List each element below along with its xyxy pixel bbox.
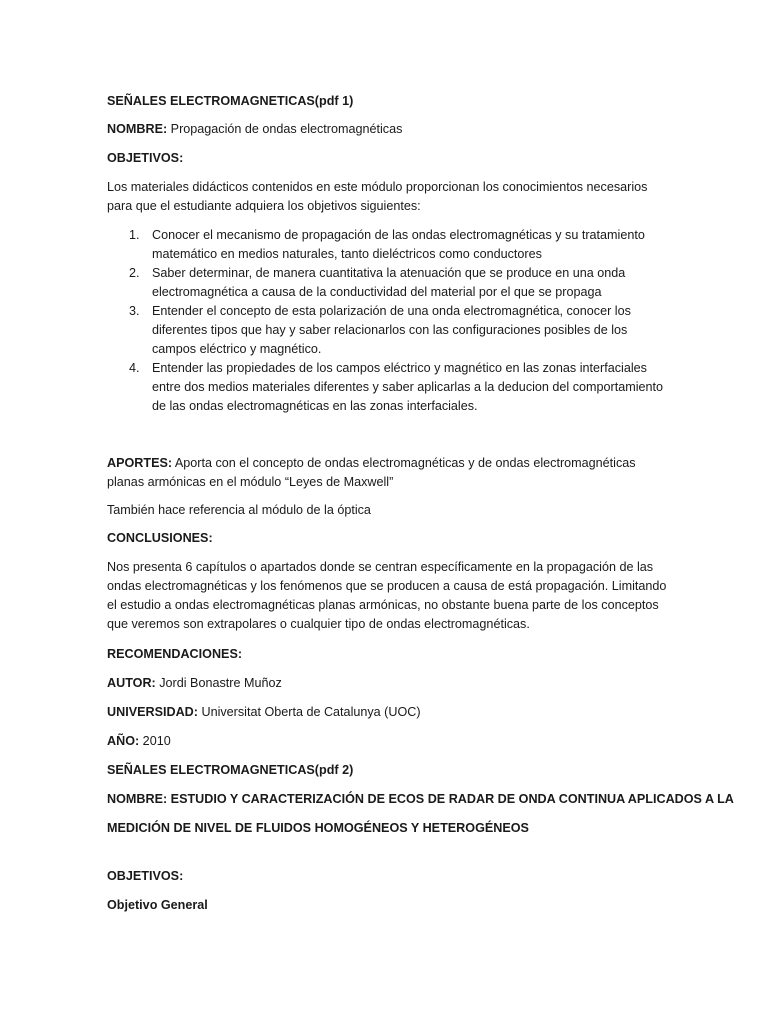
- list-item-text: Conocer el mecanismo de propagación de las ondas electromagnéticas y su tratamiento matemático en medios naturales, tanto dieléctricos como conductores: [152, 228, 645, 261]
- list-item-number: 2.: [129, 266, 140, 280]
- pdf1-autor-label: AUTOR:: [107, 676, 156, 690]
- pdf1-anio-label: AÑO:: [107, 734, 140, 748]
- pdf1-autor-value: Jordi Bonastre Muñoz: [155, 676, 282, 690]
- pdf2-objetivos-label: OBJETIVOS:: [107, 869, 184, 883]
- pdf1-objetivos-label: OBJETIVOS:: [107, 151, 184, 165]
- pdf1-universidad: [107, 703, 667, 722]
- list-item-number: 4.: [129, 361, 140, 375]
- list-item-text: Entender las propiedades de los campos eléctrico y magnético en las zonas interfaciales entre dos medios materiales diferentes y saber aplicarlas a la deducion del comportamiento de las ondas electromagnéticas en las zonas interfaciales.: [152, 361, 664, 413]
- list-item: [107, 264, 667, 302]
- list-item-number: 3.: [129, 304, 140, 318]
- pdf1-conclusiones-text: Nos presenta 6 capítulos o apartados donde se centran específicamente en la propagación de las ondas electromagnéticas y los fenómenos que se producen a causa de está propagación. Limitando el estudio a ondas electromagnéticas planas armónicas, no obstante buena parte de los conceptos que veremos son extrapolares o cualquier tipo de ondas electromagnéticas.: [107, 560, 667, 631]
- pdf1-universidad-value: Universitat Oberta de Catalunya (UOC): [197, 705, 421, 719]
- pdf2-nombre-line2: MEDICIÓN DE NIVEL DE FLUIDOS HOMOGÉNEOS Y HETEROGÉNEOS: [107, 821, 529, 835]
- pdf1-aportes: [107, 454, 667, 492]
- pdf1-conclusiones-label: CONCLUSIONES:: [107, 531, 213, 545]
- pdf1-autor: [107, 674, 667, 693]
- pdf1-intro: Los materiales didácticos contenidos en este módulo proporcionan los conocimientos necesarios para que el estudiante adquiera los objetivos siguientes:: [107, 180, 648, 213]
- list-item-text: Entender el concepto de esta polarización de una onda electromagnética, conocer los diferentes tipos que hay y saber relacionarlos con las configuraciones posibles de los campos eléctrico y magnético.: [152, 304, 631, 356]
- list-item: [107, 226, 667, 264]
- list-item-text: Saber determinar, de manera cuantitativa la atenuación que se produce en una onda electromagnética a causa de la conductividad del material por el que se propaga: [152, 266, 626, 299]
- pdf1-recomendaciones-label: RECOMENDACIONES:: [107, 647, 243, 661]
- list-item: [107, 359, 667, 416]
- pdf1-universidad-label: UNIVERSIDAD:: [107, 705, 198, 719]
- pdf1-nombre-value: Propagación de ondas electromagnéticas: [167, 122, 403, 136]
- list-item: [107, 302, 667, 359]
- pdf1-anio: [107, 732, 667, 751]
- pdf1-objectives-list: [107, 226, 667, 416]
- pdf2-nombre-line1: NOMBRE: ESTUDIO Y CARACTERIZACIÓN DE ECOS DE RADAR DE ONDA CONTINUA APLICADOS A LA: [107, 792, 734, 806]
- pdf1-heading: SEÑALES ELECTROMAGNETICAS(pdf 1): [107, 94, 354, 108]
- pdf1-anio-value: 2010: [139, 734, 171, 748]
- pdf1-aportes-value: Aporta con el concepto de ondas electromagnéticas y de ondas electromagnéticas planas armónicas en el módulo “Leyes de Maxwell”: [107, 456, 636, 489]
- pdf1-tambien: También hace referencia al módulo de la óptica: [107, 503, 371, 517]
- pdf1-nombre-label: NOMBRE:: [107, 122, 168, 136]
- pdf2-objetivo-general: Objetivo General: [107, 898, 208, 912]
- pdf1-nombre: [107, 120, 667, 139]
- pdf1-aportes-label: APORTES:: [107, 456, 173, 470]
- list-item-number: 1.: [129, 228, 140, 242]
- pdf2-heading: SEÑALES ELECTROMAGNETICAS(pdf 2): [107, 763, 354, 777]
